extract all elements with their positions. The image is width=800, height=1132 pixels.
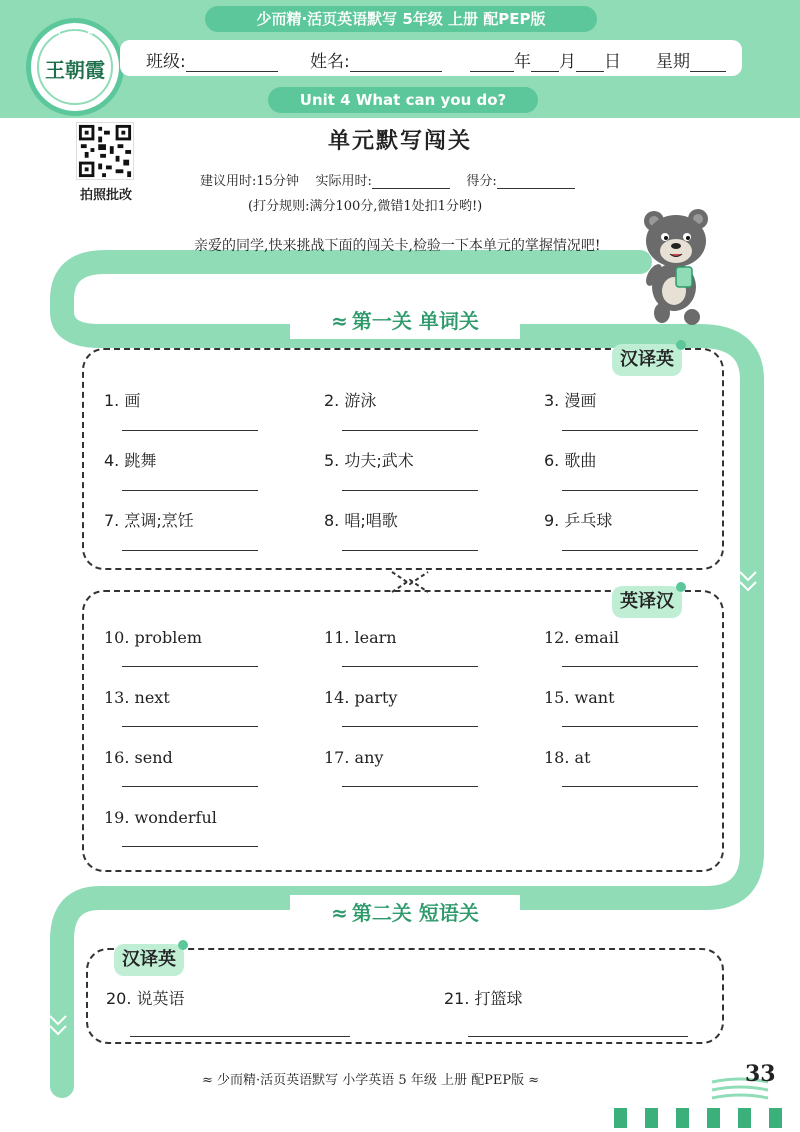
answer-line[interactable]: [122, 549, 258, 551]
box-connector-notch: [390, 566, 430, 596]
month-blank[interactable]: [531, 52, 559, 72]
part1-tag-text: 汉译英: [620, 349, 674, 370]
item-prompt: 1. 画: [104, 391, 141, 410]
item-prompt: 15. want: [544, 688, 615, 707]
answer-line[interactable]: [122, 489, 258, 491]
answer-line[interactable]: [130, 1035, 350, 1037]
actual-time-blank[interactable]: [372, 175, 450, 189]
word-item[interactable]: [104, 688, 294, 727]
level1-title-text: 第一关 单词关: [351, 309, 479, 333]
answer-line[interactable]: [342, 549, 478, 551]
word-item[interactable]: [544, 628, 734, 667]
star-icon: ★: [85, 25, 95, 38]
class-field[interactable]: [146, 47, 278, 72]
year-blank[interactable]: [470, 52, 514, 72]
suggested-time: 建议用时:15分钟: [200, 174, 299, 189]
word-item[interactable]: [544, 688, 734, 727]
answer-line[interactable]: [122, 845, 258, 847]
phrase-item[interactable]: [444, 986, 724, 1037]
word-item[interactable]: [544, 748, 734, 787]
star-icon: ★: [69, 20, 79, 33]
answer-line[interactable]: [342, 725, 478, 727]
answer-line[interactable]: [562, 725, 698, 727]
day-blank[interactable]: [576, 52, 604, 72]
scoring-rule: (打分规则:满分100分,微错1处扣1分哟!): [248, 199, 483, 214]
year-label: 年: [514, 52, 531, 72]
word-item[interactable]: [104, 508, 294, 551]
footer-text: ≈ 少而精·活页英语默写 小学英语 5 年级 上册 配PEP版 ≈: [202, 1073, 540, 1088]
qr-label: 拍照批改: [79, 188, 132, 203]
answer-line[interactable]: [122, 785, 258, 787]
tag-dot: [178, 940, 188, 950]
student-info-bar: [120, 40, 742, 76]
item-prompt: 10. problem: [104, 628, 203, 647]
item-prompt: 14. party: [324, 688, 398, 707]
day-label: 日: [604, 52, 621, 72]
item-prompt: 13. next: [104, 688, 170, 707]
intro-text: [166, 233, 626, 260]
level2-tag-text: 汉译英: [122, 949, 176, 970]
score-label: 得分:: [466, 174, 497, 189]
level2-title: [290, 895, 520, 931]
name-blank[interactable]: [350, 52, 442, 72]
word-item[interactable]: [324, 388, 514, 431]
word-item[interactable]: [104, 808, 294, 847]
answer-line[interactable]: [122, 725, 258, 727]
answer-line[interactable]: [342, 489, 478, 491]
word-item[interactable]: [104, 628, 294, 667]
answer-line[interactable]: [122, 665, 258, 667]
logo-text: 王朝霞: [45, 58, 105, 82]
time-info: [200, 170, 575, 189]
publisher-logo: [26, 18, 124, 116]
wave-icon: ≈: [331, 309, 346, 333]
item-prompt: 9. 乒乓球: [544, 511, 613, 530]
word-item[interactable]: [104, 388, 294, 431]
word-item[interactable]: [544, 388, 734, 431]
item-prompt: 6. 歌曲: [544, 451, 597, 470]
phrase-box: [86, 948, 724, 1044]
week-field[interactable]: [656, 47, 726, 72]
item-prompt: 17. any: [324, 748, 384, 767]
item-prompt: 4. 跳舞: [104, 451, 157, 470]
week-label: 星期: [656, 52, 690, 72]
unit-banner: Unit 4 What can you do?: [268, 87, 538, 113]
answer-line[interactable]: [562, 549, 698, 551]
answer-line[interactable]: [122, 429, 258, 431]
item-prompt: 20. 说英语: [106, 989, 185, 1008]
answer-line[interactable]: [562, 785, 698, 787]
week-blank[interactable]: [690, 52, 726, 72]
word-item[interactable]: [104, 748, 294, 787]
footer-bar: [769, 1108, 782, 1128]
answer-line[interactable]: [468, 1035, 688, 1037]
item-prompt: 3. 漫画: [544, 391, 597, 410]
level2-tag: [114, 944, 184, 976]
class-blank[interactable]: [186, 52, 278, 72]
word-item[interactable]: [544, 448, 734, 491]
item-prompt: 21. 打篮球: [444, 989, 523, 1008]
chinese-to-english-box: [82, 348, 724, 570]
footer-bar: [614, 1108, 627, 1128]
wave-icon: ≈: [331, 901, 346, 925]
footer-bar: [738, 1108, 751, 1128]
part2-tag-text: 英译汉: [620, 591, 674, 612]
answer-line[interactable]: [342, 429, 478, 431]
answer-line[interactable]: [562, 665, 698, 667]
name-field[interactable]: [310, 47, 442, 72]
class-label: 班级:: [146, 52, 186, 72]
footer-bar: [676, 1108, 689, 1128]
tag-dot: [676, 582, 686, 592]
answer-line[interactable]: [562, 489, 698, 491]
word-item[interactable]: [324, 628, 514, 667]
word-item[interactable]: [104, 448, 294, 491]
level1-title: [290, 303, 520, 339]
item-prompt: 7. 烹调;烹饪: [104, 511, 194, 530]
word-item[interactable]: [324, 508, 514, 551]
qr-code-icon[interactable]: [76, 122, 134, 180]
page-number: 33: [745, 1061, 776, 1087]
score-blank[interactable]: [497, 175, 575, 189]
star-icon: ★: [53, 25, 63, 38]
bear-mascot-illustration: [636, 205, 728, 327]
part1-tag: [612, 344, 682, 376]
word-item[interactable]: [324, 448, 514, 491]
tag-dot: [676, 340, 686, 350]
word-item[interactable]: [324, 688, 514, 727]
actual-time-label: 实际用时:: [315, 174, 372, 189]
answer-line[interactable]: [342, 665, 478, 667]
page-title: 单元默写闯关: [327, 129, 472, 154]
item-prompt: 2. 游泳: [324, 391, 377, 410]
phrase-item[interactable]: [106, 986, 386, 1037]
answer-line[interactable]: [562, 429, 698, 431]
name-label: 姓名:: [310, 52, 350, 72]
intro-paragraph: 亲爱的同学,快来挑战下面的闯关卡,检验一下本单元的掌握情况吧!: [194, 238, 601, 254]
item-prompt: 8. 唱;唱歌: [324, 511, 398, 530]
part2-tag: [612, 586, 682, 618]
item-prompt: 11. learn: [324, 628, 397, 647]
item-prompt: 5. 功夫;武术: [324, 451, 414, 470]
item-prompt: 12. email: [544, 628, 619, 647]
item-prompt: 16. send: [104, 748, 173, 767]
word-item[interactable]: [324, 748, 514, 787]
level2-title-text: 第二关 短语关: [351, 901, 479, 925]
item-prompt: 18. at: [544, 748, 591, 767]
answer-line[interactable]: [342, 785, 478, 787]
month-label: 月: [559, 52, 576, 72]
date-field[interactable]: [470, 47, 621, 72]
footer-bar: [645, 1108, 658, 1128]
footer-bar: [707, 1108, 720, 1128]
english-to-chinese-box: [82, 590, 724, 872]
item-prompt: 19. wonderful: [104, 808, 217, 827]
series-banner: 少而精·活页英语默写 5年级 上册 配PEP版: [205, 6, 597, 32]
word-item[interactable]: [544, 508, 734, 551]
